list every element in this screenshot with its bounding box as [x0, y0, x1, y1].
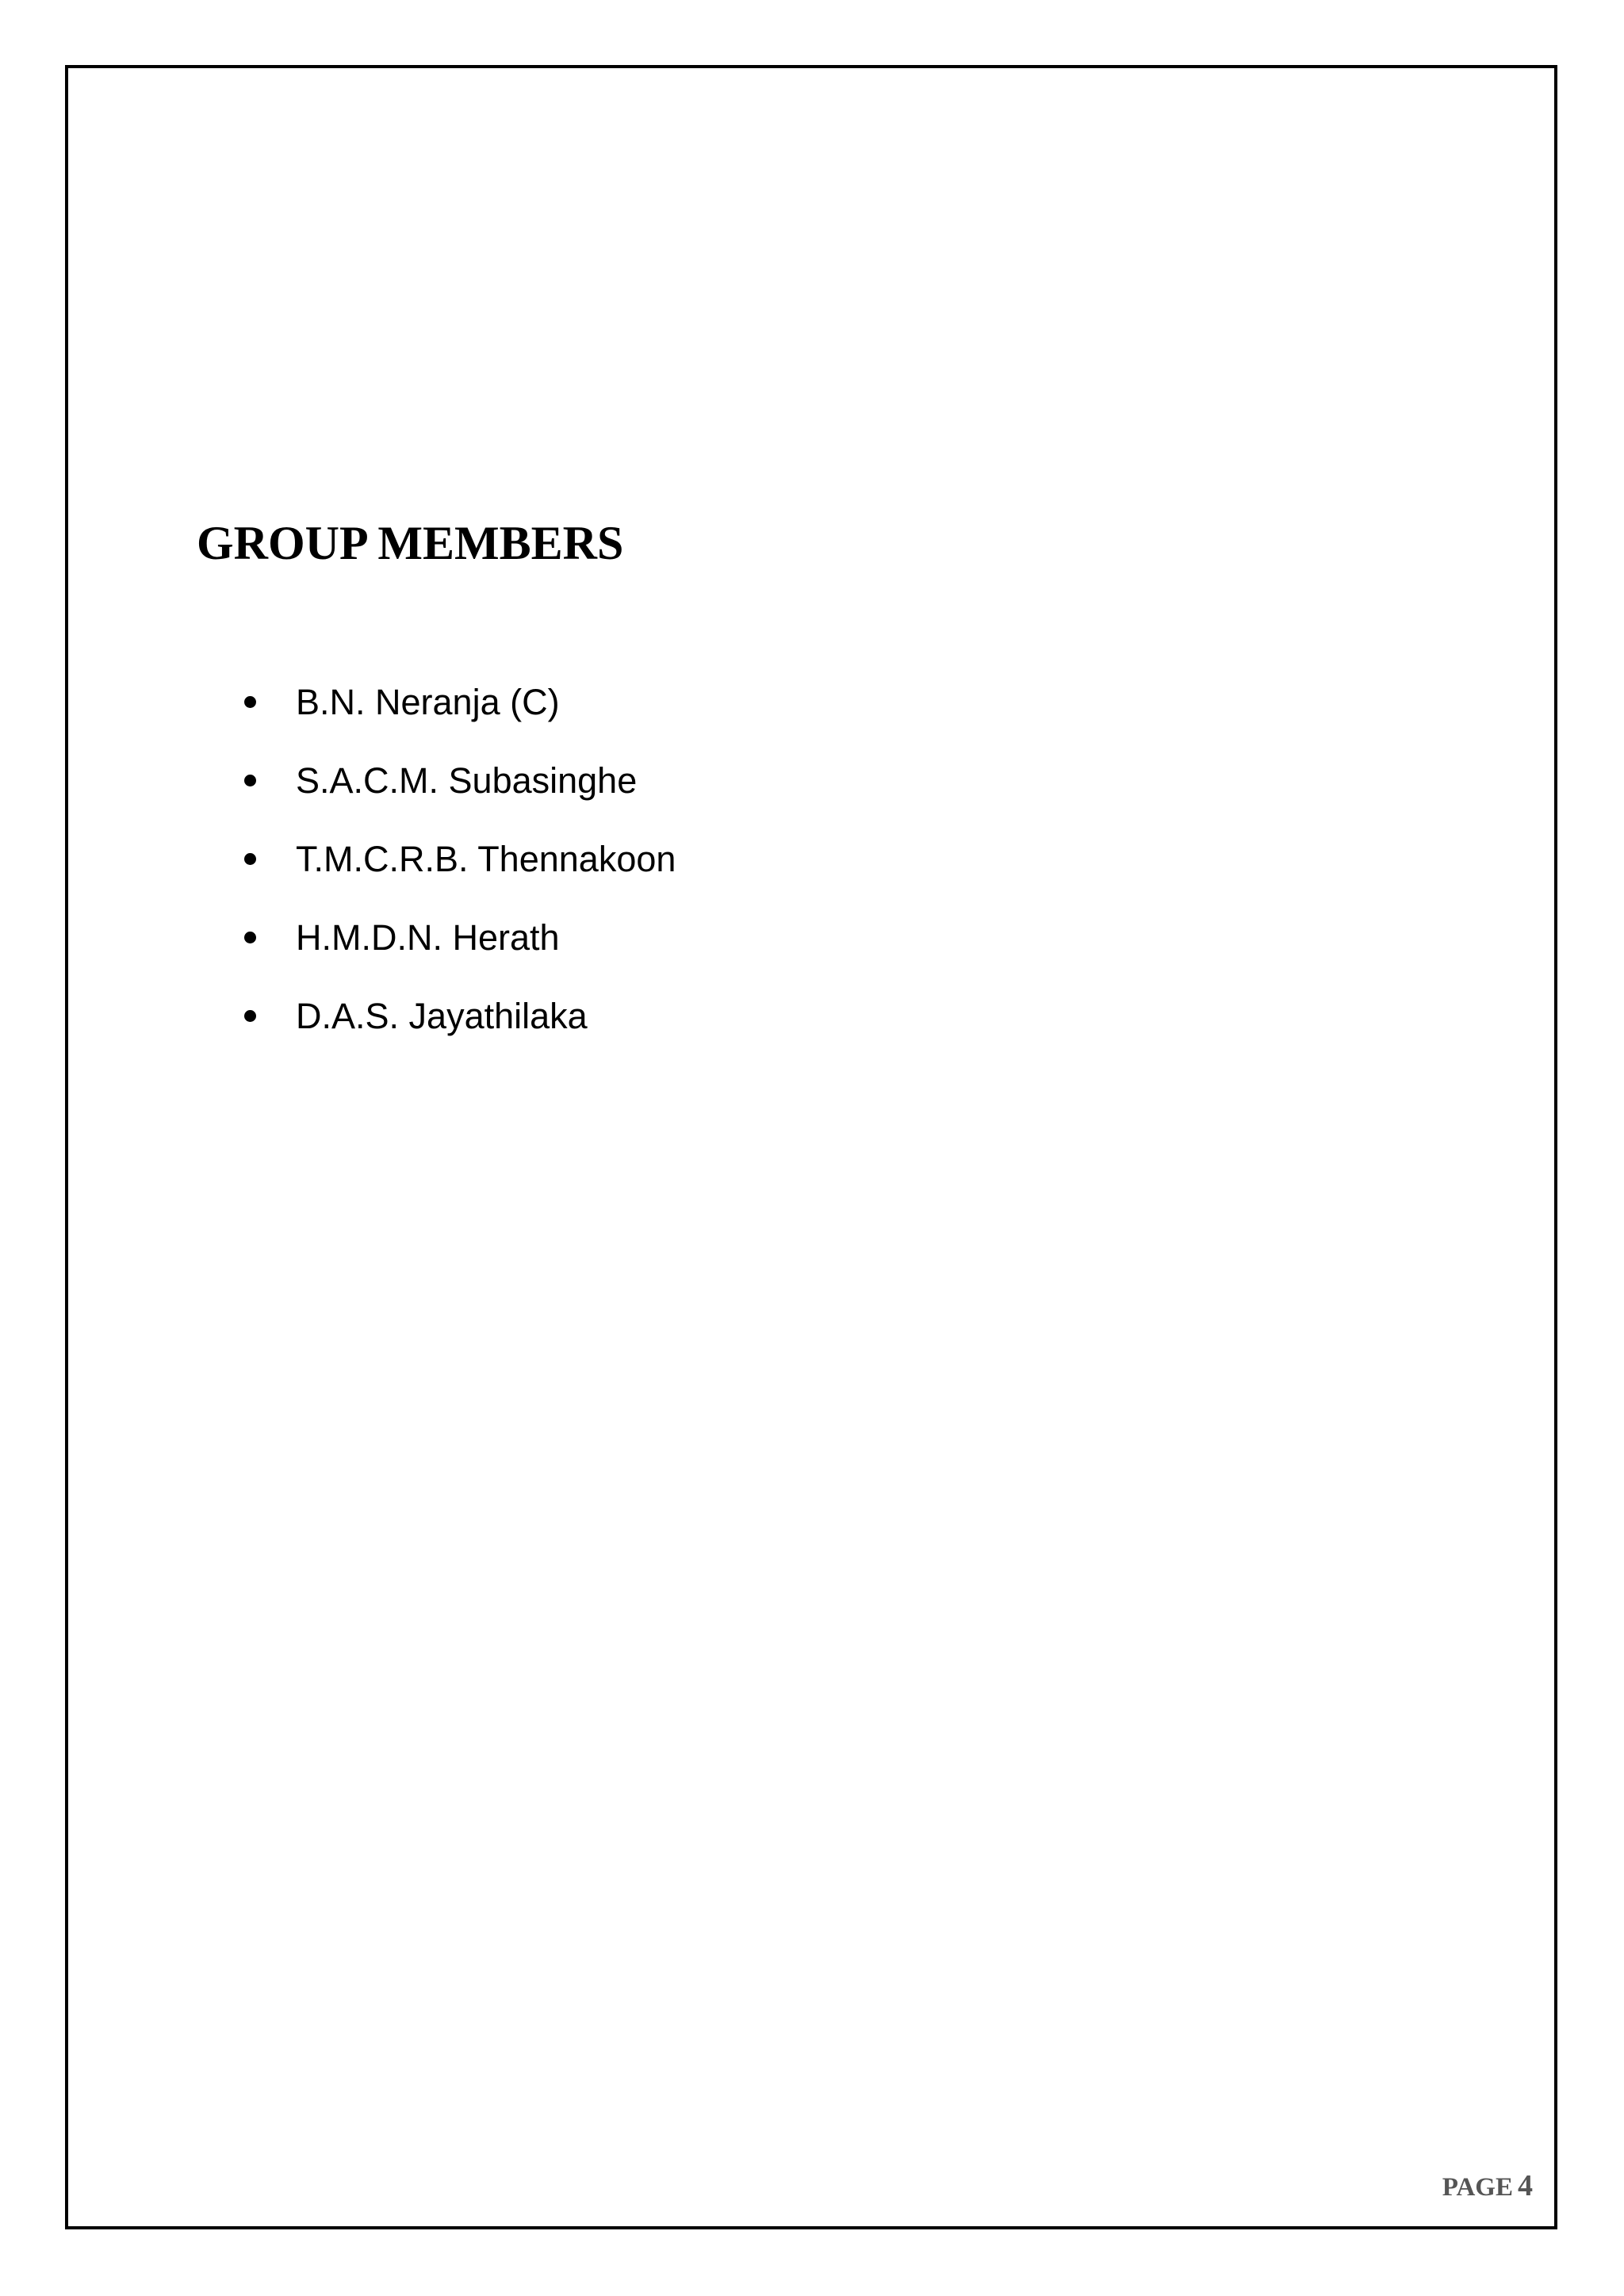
member-name: S.A.C.M. Subasinghe: [296, 760, 638, 801]
list-item: [244, 741, 676, 820]
member-list: [244, 663, 676, 1055]
page-number: [1442, 2168, 1533, 2203]
page-number-value: 4: [1518, 2169, 1533, 2202]
page-label: PAGE: [1442, 2173, 1513, 2202]
list-item: [244, 820, 676, 898]
member-name: B.N. Neranja (C): [296, 681, 560, 722]
list-item: [244, 898, 676, 977]
bullet-icon: [244, 932, 256, 943]
member-name: D.A.S. Jayathilaka: [296, 995, 588, 1036]
list-item: [244, 977, 676, 1055]
list-item: [244, 663, 676, 741]
bullet-icon: [244, 775, 256, 786]
bullet-icon: [244, 1010, 256, 1022]
bullet-icon: [244, 853, 256, 865]
member-name: T.M.C.R.B. Thennakoon: [296, 838, 676, 879]
page-title: GROUP MEMBERS: [197, 517, 624, 569]
member-name: H.M.D.N. Herath: [296, 916, 560, 958]
page-border: [65, 65, 1557, 2229]
bullet-icon: [244, 696, 256, 708]
